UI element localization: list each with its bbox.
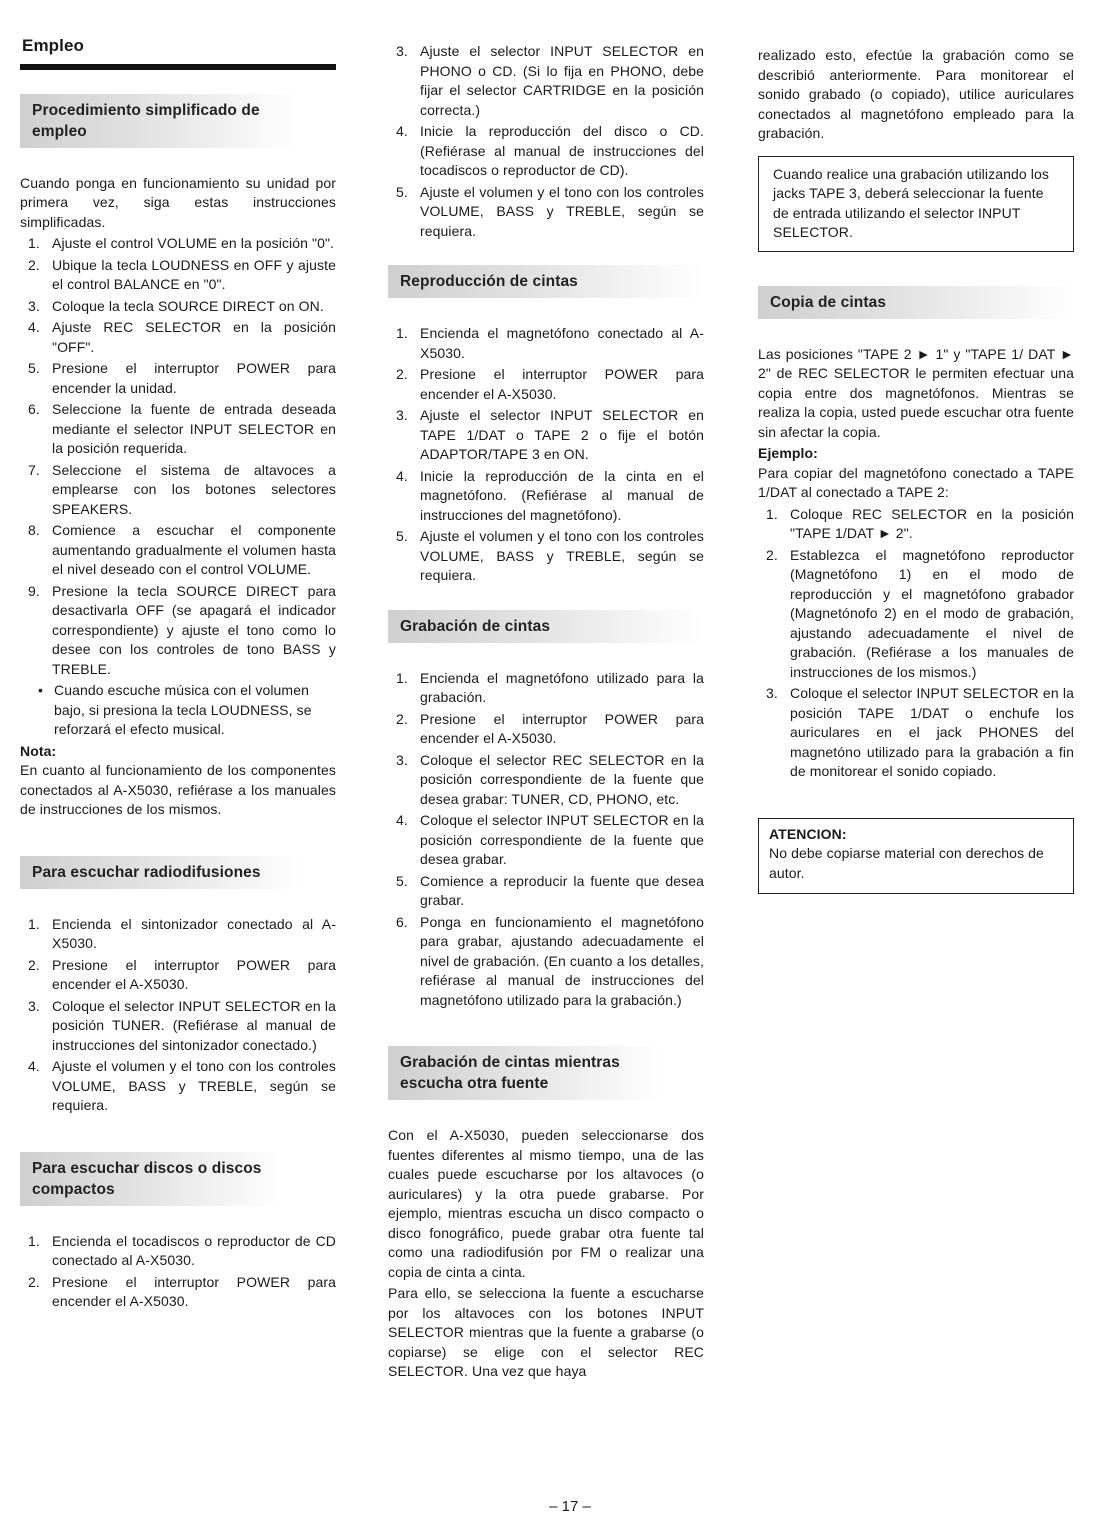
ejemplo-label: Ejemplo:	[758, 445, 818, 461]
list-item: 5. Comience a reproducir la fuente que desea grabar.	[396, 872, 704, 908]
list-item: 1. Encienda el sintonizador conectado al A-X5030.	[28, 915, 336, 951]
atencion-text: No debe copiarse material con derechos de autor.	[769, 845, 1044, 881]
bullet-note: • Cuando escuche música con el volumen bajo, si presiona la tecla LOUDNESS, se reforzará el efecto musical.	[20, 681, 336, 740]
list-item: 4. Inicie la reproducción de la cinta en el magnetófono. (Refiérase al manual de instrucciones del magnetófono).	[396, 467, 704, 523]
grabacion-steps	[388, 669, 704, 1011]
list-item: 2. Presione el interruptor POWER para encender el A-X5030.	[396, 710, 704, 746]
list-item: 5. Ajuste el volumen y el tono con los controles VOLUME, BASS y TREBLE, según se requiera.	[396, 528, 704, 583]
mientras-paragraph-3: realizado esto, efectúe la grabación como se describió anteriormente. Para monitorear el sonido grabado (o copiado), utilice auriculares conectados al magnetófono empleado para la grabación.	[758, 47, 1074, 141]
atencion-title: ATENCION:	[769, 825, 847, 842]
simplificado-intro: Cuando ponga en funcionamiento su unidad por primera vez, siga estas instrucciones simplificadas.	[20, 174, 336, 230]
list-item: 6. Ponga en funcionamiento el magnetófono para grabar, ajustando adecuadamente el nivel de grabación. (En cuanto a los detalles, refiérase al manual de instrucciones del magnetófono utilizado para la grabación.)	[396, 913, 704, 1008]
list-item: 2. Establezca el magnetófono reproductor (Magnetófono 1) en el modo de reproducción y el magnetófono grabador (Magnetónofo 2) en el modo de grabación, ajustando adecuadamente el nivel de grabación. (Refiérase a los manuales de instrucciones de los mismos.)	[766, 546, 1074, 680]
page-number: – 17 –	[549, 1498, 591, 1515]
copia-paragraph: Las posiciones "TAPE 2 ► 1" y "TAPE 1/ DAT ► 2" de REC SELECTOR le permiten efectuar una copia entre dos magnetófonos. Mientras se realiza la copia, usted puede escuchar otra fuente sin afectar la copia.	[758, 345, 1074, 440]
list-item: 3. Coloque el selector INPUT SELECTOR en la posición TUNER. (Refiérase al manual de instrucciones del sintonizador conectado.)	[28, 997, 336, 1053]
atencion-box	[758, 818, 1074, 895]
mientras-paragraph-2: Para ello, se selecciona la fuente a escucharse por los altavoces con los botones INPUT SELECTOR mientras que la fuente a grabarse (o copiarse) se elige con el selector REC SELECTOR. Una vez que haya	[388, 1285, 704, 1379]
list-item: 8. Comience a escuchar el componente aumentando gradualmente el volumen hasta el nivel deseado con el control VOLUME.	[28, 522, 336, 577]
column-3	[758, 46, 1074, 894]
page-title: Empleo	[22, 36, 85, 55]
reproduccion-steps	[388, 324, 704, 586]
section-title-discos: Para escuchar discos o discos compactos	[20, 1152, 282, 1206]
column-1	[20, 36, 336, 1314]
list-item: 4. Ajuste el volumen y el tono con los controles VOLUME, BASS y TREBLE, según se requiera.	[28, 1058, 336, 1113]
list-item: 2. Presione el interruptor POWER para encender el A-X5030.	[28, 1273, 336, 1309]
list-item: 3. Coloque el selector REC SELECTOR en la posición correspondiente de la fuente que desea grabar: TUNER, CD, PHONO, etc.	[396, 751, 704, 807]
list-item: 5. Ajuste el volumen y el tono con los controles VOLUME, BASS y TREBLE, según se requiera.	[396, 183, 704, 239]
list-item: 4. Inicie la reproducción del disco o CD. (Refiérase al manual de instrucciones del tocadiscos o reproductor de CD).	[396, 123, 704, 178]
list-item: 2. Presione el interruptor POWER para encender el A-X5030.	[28, 956, 336, 992]
mientras-paragraph-1: Con el A-X5030, pueden seleccionarse dos fuentes diferentes al mismo tiempo, una de las cuales puede escucharse por los altavoces (o auriculares) y la otra puede grabarse. Por ejemplo, mientras escucha un disco compacto o disco fonográfico, puede grabar otra fuente tal como una radiodifusión por FM o realizar una copia de cinta a cinta.	[388, 1127, 704, 1280]
list-item: 5. Presione el interruptor POWER para encender la unidad.	[28, 360, 336, 396]
heading-rule	[20, 64, 336, 70]
list-item: 4. Ajuste REC SELECTOR en la posición "OFF".	[28, 319, 336, 355]
copia-steps	[758, 505, 1074, 782]
list-item: 2. Ubique la tecla LOUDNESS en OFF y ajuste el control BALANCE en "0".	[28, 256, 336, 292]
list-item: 1. Encienda el tocadiscos o reproductor de CD conectado al A-X5030.	[28, 1232, 336, 1268]
discos-steps-b	[388, 42, 704, 241]
simplificado-steps	[20, 234, 336, 679]
note-label: Nota:	[20, 742, 57, 759]
list-item: 1. Encienda el magnetófono utilizado para la grabación.	[396, 669, 704, 705]
section-title-mientras: Grabación de cintas mientras escucha otra fuente	[388, 1046, 660, 1100]
list-item: 3. Ajuste el selector INPUT SELECTOR en TAPE 1/DAT o TAPE 2 o fije el botón ADAPTOR/TAPE 3 en ON.	[396, 407, 704, 462]
list-item: 2. Presione el interruptor POWER para encender el A-X5030.	[396, 366, 704, 402]
list-item: 9. Presione la tecla SOURCE DIRECT para desactivarla OFF (se apagará el indicador correspondiente) y ajuste el tono como lo desee con los controles de tono BASS y TREBLE.	[28, 582, 336, 677]
section-title-reproduccion: Reproducción de cintas	[388, 265, 704, 298]
section-title-simplificado: Procedimiento simplificado de empleo	[20, 94, 297, 148]
list-item: 1. Ajuste el control VOLUME en la posición "0".	[28, 235, 335, 251]
list-item: 3. Ajuste el selector INPUT SELECTOR en PHONO o CD. (Si lo fija en PHONO, debe fijar el selector CARTRIDGE en la posición correcta.)	[396, 43, 704, 118]
section-title-grabacion: Grabación de cintas	[388, 610, 704, 643]
section-title-radio: Para escuchar radiodifusiones	[20, 856, 302, 889]
discos-steps-a	[20, 1232, 336, 1312]
list-item: 4. Coloque el selector INPUT SELECTOR en la posición correspondiente de la fuente que desea grabar.	[396, 812, 704, 867]
list-item: 3. Coloque el selector INPUT SELECTOR en la posición TAPE 1/DAT o enchufe los auriculares en el jack PHONES del magnetóno utilizado para la grabación a fin de monitorear el sonido copiado.	[766, 685, 1074, 779]
note-text: En cuanto al funcionamiento de los componentes conectados al A-X5030, refiérase a los manuales de instrucciones de los mismos.	[20, 762, 336, 817]
list-item: 7. Seleccione el sistema de altavoces a emplearse con los botones selectores SPEAKERS.	[28, 461, 336, 517]
section-title-copia: Copia de cintas	[758, 286, 1074, 319]
list-item: 6. Seleccione la fuente de entrada deseada mediante el selector INPUT SELECTOR en la posición requerida.	[28, 401, 336, 456]
list-item: 1. Encienda el magnetófono conectado al A-X5030.	[396, 325, 704, 361]
tape3-notice-box: Cuando realice una grabación utilizando los jacks TAPE 3, deberá seleccionar la fuente de entrada utilizando el selector INPUT SELECTOR.	[758, 156, 1074, 252]
ejemplo-text: Para copiar del magnetófono conectado a TAPE 1/DAT al conectado a TAPE 2:	[758, 464, 1074, 500]
radio-steps	[20, 915, 336, 1116]
column-2	[388, 42, 704, 1384]
list-item: 1. Coloque REC SELECTOR en la posición "TAPE 1/DAT ► 2".	[766, 505, 1074, 541]
list-item: 3. Coloque la tecla SOURCE DIRECT on ON.	[28, 297, 324, 314]
